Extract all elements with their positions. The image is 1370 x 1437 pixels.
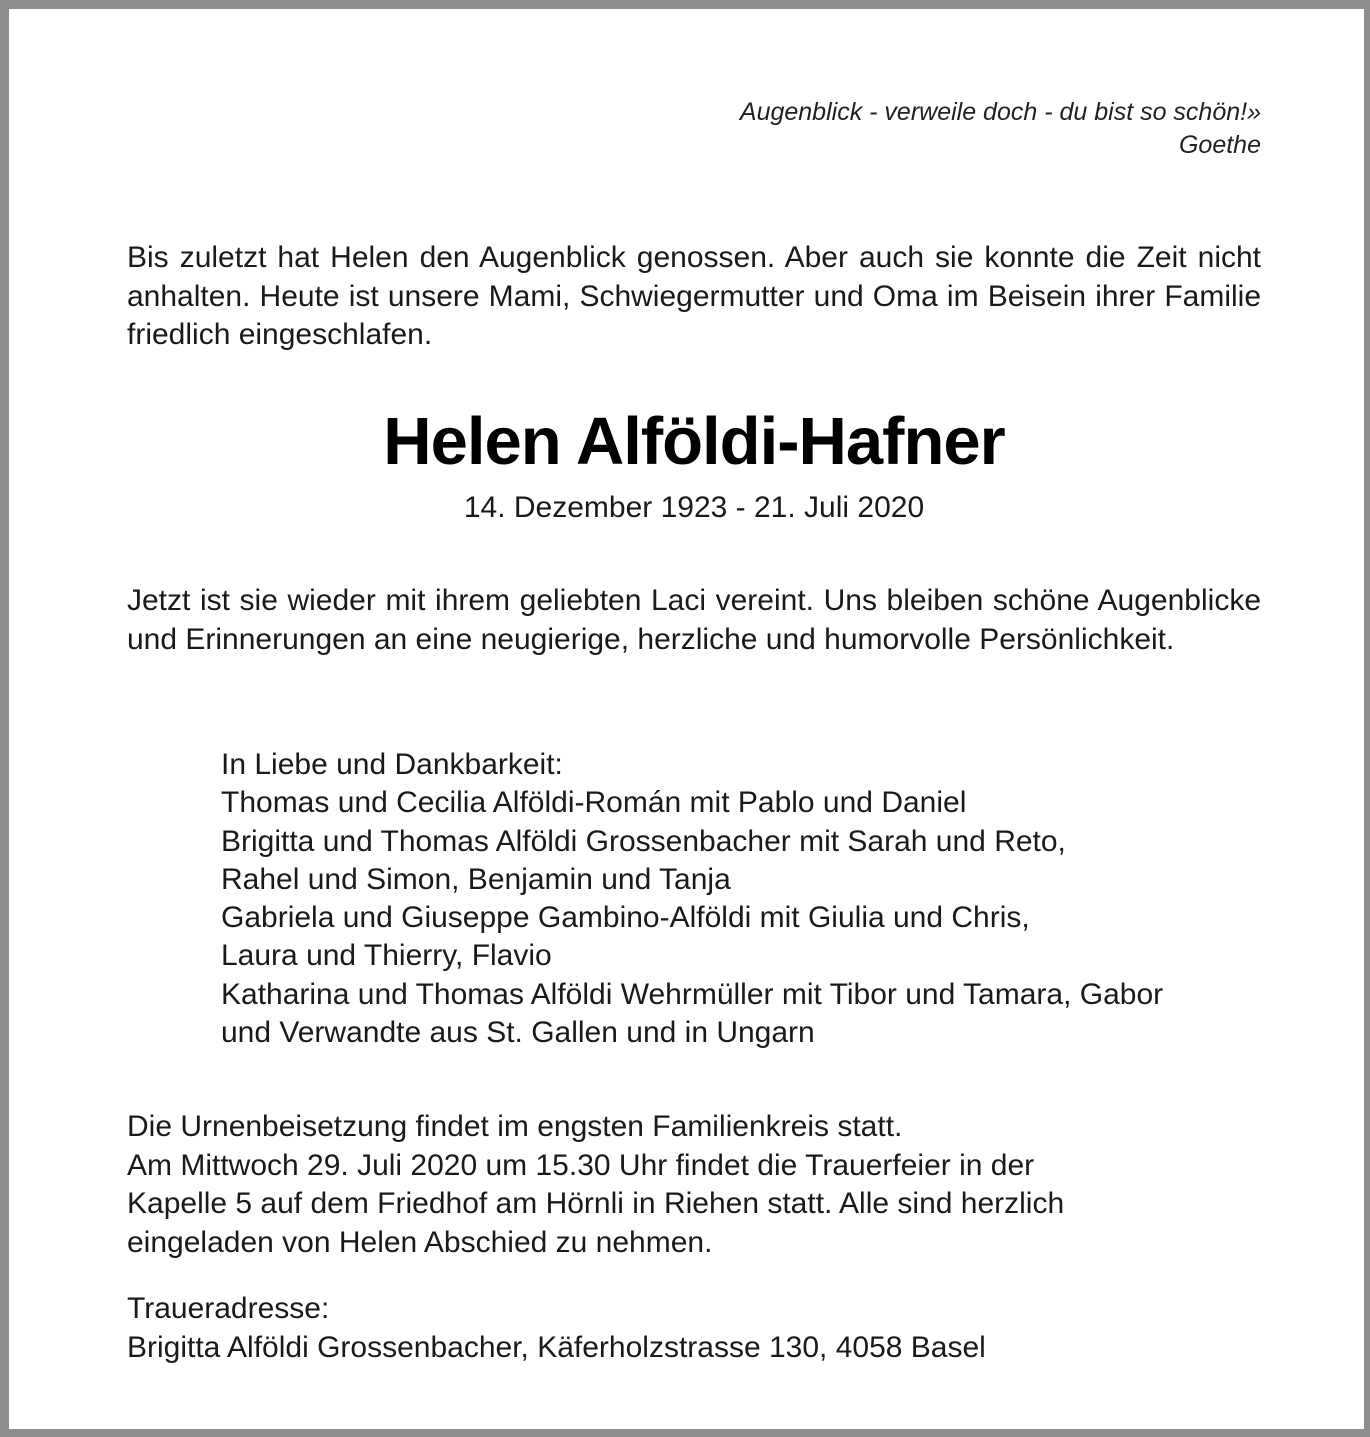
family-line: Gabriela und Giuseppe Gambino-Alföldi mit Giulia und Chris, — [221, 901, 1030, 935]
family-line: Brigitta und Thomas Alföldi Grossenbacher mit Sarah und Reto, — [221, 824, 1066, 858]
intro-paragraph: Bis zuletzt hat Helen den Augenblick genossen. Aber auch sie konnte die Zeit nicht anhalten. Heute ist unsere Mami, Schwiegermutter und Oma im Beisein ihrer Familie friedlich eingeschlafen. — [127, 241, 1261, 351]
family-list — [221, 746, 1266, 1052]
ceremony-line: eingeladen von Helen Abschied zu nehmen. — [127, 1225, 713, 1259]
ceremony-line: Am Mittwoch 29. Juli 2020 um 15.30 Uhr findet die Trauerfeier in der — [127, 1148, 1035, 1182]
deceased-dates: 14. Dezember 1923 - 21. Juli 2020 — [463, 491, 925, 524]
family-heading: In Liebe und Dankbarkeit: — [221, 748, 563, 781]
ceremony-paragraph — [127, 1108, 1261, 1262]
motto-author: Goethe — [1178, 131, 1261, 159]
motto-quote: Augenblick - verweile doch - du bist so schön!» — [739, 98, 1261, 126]
deceased-name: Helen Alföldi-Hafner — [383, 404, 1005, 479]
family-line: und Verwandte aus St. Gallen und in Ungarn — [221, 1016, 815, 1050]
ceremony-line: Die Urnenbeisetzung findet im engsten Familienkreis statt. — [127, 1110, 903, 1143]
address-label: Traueradresse: — [127, 1292, 330, 1325]
family-line: Katharina und Thomas Alföldi Wehrmüller mit Tibor und Tamara, Gabor — [221, 977, 1164, 1011]
family-line: Rahel und Simon, Benjamin und Tanja — [221, 862, 731, 896]
reunion-paragraph: Jetzt ist sie wieder mit ihrem geliebten Laci vereint. Uns bleiben schöne Augenblicke und Erinnerungen an eine neugierige, herzliche und humorvolle Persönlichkeit. — [127, 584, 1261, 656]
family-line: Laura und Thierry, Flavio — [221, 939, 552, 973]
ceremony-line: Kapelle 5 auf dem Friedhof am Hörnli in Riehen statt. Alle sind herzlich — [127, 1187, 1065, 1220]
family-line: Thomas und Cecilia Alföldi-Román mit Pablo und Daniel — [221, 786, 967, 820]
address-value: Brigitta Alföldi Grossenbacher, Käferholzstrasse 130, 4058 Basel — [127, 1330, 986, 1364]
motto-block — [127, 96, 1261, 162]
address-block — [127, 1290, 1261, 1367]
